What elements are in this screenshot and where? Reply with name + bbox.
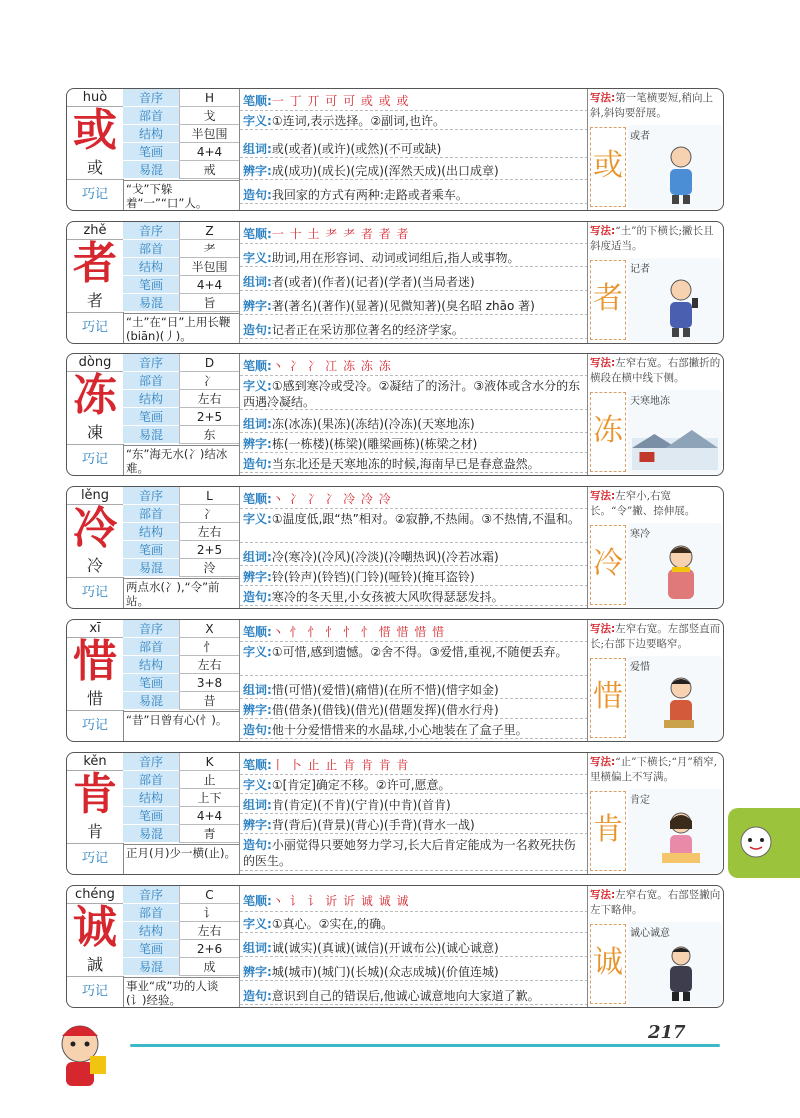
zuci-label: 组词: [243, 941, 272, 955]
char-column [67, 89, 124, 210]
yinxu-label: 音序 [123, 222, 179, 240]
yihun-value: 成 [179, 958, 239, 976]
yihun-label: 易混 [123, 825, 179, 843]
pinyin: chéng [67, 886, 123, 904]
bishun-label: 笔顺: [243, 359, 272, 373]
illustration-caption: 诚心诚意 [630, 928, 670, 939]
bihua-label: 笔画 [123, 276, 179, 294]
bihua-label: 笔画 [123, 541, 179, 559]
yinxu-value: H [179, 89, 239, 107]
example-sentence: 寒冷的冬天里,小女孩被大风吹得瑟瑟发抖。 [271, 590, 504, 604]
qiaoji-text: “土”在“日”上用长鞭(biān)(丿)。 [123, 313, 239, 343]
qiaoji-text: “昔”日曾有心(忄)。 [123, 711, 239, 741]
jiegou-label: 结构 [123, 922, 179, 940]
char-card-xi [66, 619, 724, 742]
meaning: ①温度低,跟“热”相对。②寂静,不热闹。③不热情,不温和。 [271, 512, 580, 526]
meaning: ①连词,表示选择。②副词,也许。 [271, 114, 445, 128]
stroke-order: 丶 冫 冫 冮 冻 冻 冻 [271, 359, 392, 373]
bushou-label: 部首 [123, 240, 179, 258]
main-character: 或 [73, 105, 117, 156]
qiaoji-text: 两点水(冫),“令”前站。 [123, 578, 239, 608]
jiegou-value: 上下 [179, 789, 239, 807]
xiefa-label: 写法: [590, 490, 616, 502]
distinguish-chars: 栋(一栋楼)(栋梁)(雕梁画栋)(栋梁之材) [271, 437, 478, 451]
main-character: 惜 [73, 636, 117, 687]
xiefa-label: 写法: [590, 889, 616, 901]
ziyi-label: 字义: [243, 645, 272, 659]
traditional-character: 冷 [67, 555, 123, 578]
example-sentence: 当东北还是天寒地冻的时候,海南早已是春意盎然。 [271, 457, 540, 471]
char-card-ken [66, 752, 724, 875]
jiegou-value: 左右 [179, 390, 239, 408]
sheep-face-icon [736, 822, 776, 862]
writing-tip-text: 左窄右宽。右部竖撇向左下略伸。 [590, 889, 721, 916]
person-illustration-icon [658, 143, 704, 205]
bishun-label: 笔顺: [243, 492, 272, 506]
qiaoji-label: 巧记 [81, 984, 108, 999]
attribute-table [123, 753, 239, 843]
bihua-label: 笔画 [123, 940, 179, 958]
bianzi-label: 辨字: [243, 164, 272, 178]
practice-grid [590, 658, 626, 738]
practice-character: 惜 [593, 679, 623, 714]
reading-girl-icon [658, 807, 704, 869]
writing-tip-text: “土”的下横长;撇长且斜度适当。 [590, 225, 714, 252]
traditional-character: 肯 [67, 821, 123, 844]
writing-column [587, 354, 724, 475]
xiefa-label: 写法: [590, 225, 616, 237]
qiaoji-label: 巧记 [81, 718, 108, 733]
bianzi-label: 辨字: [243, 703, 272, 717]
qiaoji-label: 巧记 [81, 851, 108, 866]
yihun-label: 易混 [123, 559, 179, 577]
bihua-label: 笔画 [123, 408, 179, 426]
distinguish-chars: 借(借条)(借钱)(借光)(借题发挥)(借水行舟) [271, 703, 499, 717]
meaning: ①真心。②实在,的确。 [271, 917, 394, 931]
example-sentence: 意识到自己的错误后,他诚心诚意地向大家道了歉。 [271, 989, 540, 1003]
illustration-caption: 记者 [630, 264, 650, 275]
ziyi-label: 字义: [243, 114, 272, 128]
word-examples: 者(或者)(作者)(记者)(学者)(当局者迷) [271, 275, 475, 289]
qiaoji-label: 巧记 [81, 187, 108, 202]
writing-tip [590, 91, 722, 123]
yihun-value: 旨 [179, 294, 239, 312]
bihua-label: 笔画 [123, 807, 179, 825]
word-examples: 惜(可惜)(爱惜)(痛惜)(在所不惜)(惜字如金) [271, 683, 499, 697]
example-sentence: 记者正在采访那位著名的经济学家。 [271, 323, 464, 337]
writing-tip-text: “止”下横长;“月”稍窄,里横偏上不写满。 [590, 756, 718, 783]
writing-tip-text: 第一笔横要短,稍向上斜,斜钩要舒展。 [590, 92, 714, 119]
zaoju-label: 造句: [243, 188, 272, 202]
illustration [628, 523, 722, 607]
traditional-character: 誠 [67, 954, 123, 977]
pinyin: lěng [67, 487, 123, 505]
jiegou-value: 左右 [179, 922, 239, 940]
definition-column [239, 354, 588, 475]
pinyin: dòng [67, 354, 123, 372]
stroke-order: 丶 冫 冫 冫 冷 冷 冷 [271, 492, 392, 506]
attribute-table [123, 620, 239, 710]
char-card-leng [66, 486, 724, 609]
bihua-value: 3+8 [179, 674, 239, 692]
yihun-value: 昔 [179, 692, 239, 710]
word-examples: 诚(诚实)(真诚)(诚信)(开诚布公)(诚心诚意) [271, 941, 499, 955]
illustration [628, 125, 722, 209]
meaning: ①可惜,感到遗憾。②舍不得。③爱惜,重视,不随便丢弃。 [271, 645, 568, 659]
yihun-value: 青 [179, 825, 239, 843]
zaoju-label: 造句: [243, 457, 272, 471]
bianzi-label: 辨字: [243, 299, 272, 313]
bishun-label: 笔顺: [243, 894, 272, 908]
ziyi-label: 字义: [243, 251, 272, 265]
zaoju-label: 造句: [243, 989, 272, 1003]
illustration-caption: 爱惜 [630, 662, 650, 673]
stroke-order: 一 十 土 耂 耂 者 者 者 [271, 227, 410, 241]
yinxu-value: Z [179, 222, 239, 240]
char-card-huo [66, 88, 724, 211]
bushou-label: 部首 [123, 638, 179, 656]
bowing-man-icon [658, 940, 704, 1002]
bushou-value: 耂 [179, 240, 239, 258]
illustration-caption: 肯定 [630, 795, 650, 806]
writing-tip [590, 356, 722, 388]
writing-tip-text: 左窄右宽。左部竖直而长;右部下边要略窄。 [590, 623, 721, 650]
stroke-order: 丨 卜 止 止 肯 肯 肯 肯 [271, 758, 410, 772]
writing-tip-text: 左窄小,右宽长。“令”撇、捺伸展。 [590, 490, 696, 517]
example-sentence: 我回家的方式有两种:走路或者乘车。 [271, 188, 468, 202]
jiegou-value: 半包围 [179, 258, 239, 276]
writing-column [587, 222, 724, 343]
attribute-table [123, 222, 239, 312]
pinyin: huò [67, 89, 123, 107]
writing-column [587, 620, 724, 741]
yinxu-value: K [179, 753, 239, 771]
illustration-caption: 天寒地冻 [630, 396, 670, 407]
bushou-value: 止 [179, 771, 239, 789]
jiegou-value: 左右 [179, 656, 239, 674]
yinxu-label: 音序 [123, 886, 179, 904]
meaning: 助词,用在形容词、动词或词组后,指人或事物。 [271, 251, 520, 265]
ziyi-label: 字义: [243, 512, 272, 526]
qiaoji-text: 事业“成”功的人谈(讠)经验。 [123, 977, 239, 1007]
practice-grid [590, 260, 626, 340]
writing-tip [590, 888, 722, 920]
practice-character: 冷 [593, 546, 623, 581]
illustration [628, 922, 722, 1006]
yinxu-value: D [179, 354, 239, 372]
bianzi-label: 辨字: [243, 437, 272, 451]
main-character: 肯 [73, 769, 117, 820]
bishun-label: 笔顺: [243, 227, 272, 241]
illustration [628, 656, 722, 740]
definition-column [239, 753, 588, 874]
main-character: 者 [73, 238, 117, 289]
snow-scene-icon [632, 408, 718, 470]
bihua-value: 2+6 [179, 940, 239, 958]
char-card-dong [66, 353, 724, 476]
qiaoji-label: 巧记 [81, 320, 108, 335]
writing-column [587, 753, 724, 874]
distinguish-chars: 背(背后)(背景)(背心)(手背)(背水一战) [271, 818, 475, 832]
attribute-table [123, 886, 239, 976]
reporter-illustration-icon [658, 276, 704, 338]
word-examples: 冻(冰冻)(果冻)(冻结)(冷冻)(天寒地冻) [271, 417, 475, 431]
qiaoji-label: 巧记 [81, 585, 108, 600]
main-character: 冷 [73, 503, 117, 554]
bihua-value: 4+4 [179, 276, 239, 294]
yihun-label: 易混 [123, 161, 179, 179]
xiefa-label: 写法: [590, 92, 616, 104]
jiegou-label: 结构 [123, 258, 179, 276]
ziyi-label: 字义: [243, 917, 272, 931]
pinyin: kěn [67, 753, 123, 771]
zuci-label: 组词: [243, 550, 272, 564]
practice-character: 冻 [593, 413, 623, 448]
stroke-order: 一 丁 丌 可 可 或 或 或 [271, 94, 410, 108]
distinguish-chars: 著(著名)(著作)(显著)(见微知著)(臭名昭 zhāo 著) [271, 299, 535, 313]
bihua-value: 4+4 [179, 143, 239, 161]
char-column [67, 620, 124, 741]
writing-tip [590, 489, 722, 521]
writing-tip-text: 左窄右宽。右部撇折的横段在横中线下侧。 [590, 357, 721, 384]
distinguish-chars: 铃(铃声)(铃铛)(门铃)(哑铃)(掩耳盗铃) [271, 570, 475, 584]
bushou-label: 部首 [123, 107, 179, 125]
word-examples: 肯(肯定)(不肯)(宁肯)(中肯)(首肯) [271, 798, 451, 812]
yihun-label: 易混 [123, 294, 179, 312]
jiegou-label: 结构 [123, 390, 179, 408]
char-column [67, 886, 124, 1007]
practice-character: 或 [593, 148, 623, 183]
jiegou-value: 左右 [179, 523, 239, 541]
bihua-value: 4+4 [179, 807, 239, 825]
bushou-value: 讠 [179, 904, 239, 922]
ziyi-label: 字义: [243, 379, 272, 393]
zuci-label: 组词: [243, 417, 272, 431]
main-character: 冻 [73, 370, 117, 421]
footer-line [130, 1044, 720, 1047]
jiegou-value: 半包围 [179, 125, 239, 143]
bushou-label: 部首 [123, 372, 179, 390]
jiegou-label: 结构 [123, 523, 179, 541]
pinyin: zhě [67, 222, 123, 240]
xiefa-label: 写法: [590, 756, 616, 768]
practice-grid [590, 525, 626, 605]
qiaoji-text: 正月(月)少一横(止)。 [123, 844, 239, 874]
word-examples: 或(或者)(或许)(或然)(不可或缺) [271, 142, 442, 156]
yinxu-value: X [179, 620, 239, 638]
yinxu-label: 音序 [123, 89, 179, 107]
cartoon-mascot-icon [40, 1016, 120, 1096]
bushou-label: 部首 [123, 904, 179, 922]
pinyin: xī [67, 620, 123, 638]
traditional-character: 者 [67, 290, 123, 313]
writing-tip [590, 622, 722, 654]
example-sentence: 他十分爱惜惜来的水晶球,小心地装在了盒子里。 [271, 723, 528, 737]
definition-column [239, 89, 588, 210]
char-card-zhe [66, 221, 724, 344]
jiegou-label: 结构 [123, 656, 179, 674]
meaning: ①感到寒冷或受冷。②凝结了的汤汁。③液体或含水分的东西遇冷凝结。 [243, 379, 581, 409]
jiegou-label: 结构 [123, 789, 179, 807]
bihua-label: 笔画 [123, 674, 179, 692]
writing-column [587, 487, 724, 608]
zuci-label: 组词: [243, 142, 272, 156]
bihua-label: 笔画 [123, 143, 179, 161]
xiefa-label: 写法: [590, 623, 616, 635]
bushou-label: 部首 [123, 505, 179, 523]
traditional-character: 或 [67, 157, 123, 180]
illustration-caption: 寒冷 [630, 529, 650, 540]
jiegou-label: 结构 [123, 125, 179, 143]
yinxu-label: 音序 [123, 620, 179, 638]
attribute-table [123, 89, 239, 179]
bianzi-label: 辨字: [243, 818, 272, 832]
attribute-table [123, 487, 239, 577]
practice-grid [590, 392, 626, 472]
main-character: 诚 [73, 902, 117, 953]
qiaoji-text: “戈”下躲着“一”“口”人。 [123, 180, 239, 210]
char-column [67, 222, 124, 343]
bushou-value: 冫 [179, 505, 239, 523]
bushou-label: 部首 [123, 771, 179, 789]
boy-with-box-icon [658, 674, 704, 736]
traditional-character: 惜 [67, 688, 123, 711]
qiaoji-label: 巧记 [81, 452, 108, 467]
definition-column [239, 620, 588, 741]
yihun-value: 戒 [179, 161, 239, 179]
yihun-label: 易混 [123, 692, 179, 710]
traditional-character: 凍 [67, 422, 123, 445]
zuci-label: 组词: [243, 683, 272, 697]
char-column [67, 753, 124, 874]
practice-grid [590, 127, 626, 207]
yihun-value: 泠 [179, 559, 239, 577]
ziyi-label: 字义: [243, 778, 272, 792]
bushou-value: 忄 [179, 638, 239, 656]
side-tab [728, 808, 800, 878]
bianzi-label: 辨字: [243, 570, 272, 584]
zuci-label: 组词: [243, 275, 272, 289]
page-number: 217 [648, 1022, 686, 1043]
writing-column [587, 89, 724, 210]
xiefa-label: 写法: [590, 357, 616, 369]
illustration [628, 789, 722, 873]
bushou-value: 戈 [179, 107, 239, 125]
bishun-label: 笔顺: [243, 94, 272, 108]
zaoju-label: 造句: [243, 723, 272, 737]
practice-grid [590, 924, 626, 1004]
char-column [67, 354, 124, 475]
example-sentence: 小丽觉得只要她努力学习,长大后肯定能成为一名救死扶伤的医生。 [243, 838, 576, 868]
bushou-value: 冫 [179, 372, 239, 390]
char-card-cheng [66, 885, 724, 1008]
distinguish-chars: 成(成功)(成长)(完成)(浑然天成)(出口成章) [271, 164, 499, 178]
meaning: ①[肯定]确定不移。②许可,愿意。 [271, 778, 451, 792]
practice-character: 肯 [593, 812, 623, 847]
yihun-label: 易混 [123, 426, 179, 444]
bihua-value: 2+5 [179, 408, 239, 426]
distinguish-chars: 城(城市)(城门)(长城)(众志成城)(价值连城) [271, 965, 499, 979]
char-column [67, 487, 124, 608]
yinxu-value: C [179, 886, 239, 904]
zaoju-label: 造句: [243, 323, 272, 337]
writing-tip [590, 224, 722, 256]
cold-girl-illustration-icon [658, 541, 704, 603]
practice-character: 诚 [593, 945, 623, 980]
writing-tip [590, 755, 722, 787]
writing-column [587, 886, 724, 1007]
yinxu-label: 音序 [123, 487, 179, 505]
illustration [628, 390, 722, 474]
qiaoji-text: “东”海无水(冫)结冰难。 [123, 445, 239, 475]
yinxu-label: 音序 [123, 354, 179, 372]
stroke-order: 丶 讠 讠 䜣 䜣 诚 诚 诚 [271, 894, 410, 908]
zaoju-label: 造句: [243, 590, 272, 604]
illustration-caption: 或者 [630, 131, 650, 142]
illustration [628, 258, 722, 342]
bishun-label: 笔顺: [243, 625, 272, 639]
zuci-label: 组词: [243, 798, 272, 812]
definition-column [239, 222, 588, 343]
bihua-value: 2+5 [179, 541, 239, 559]
definition-column [239, 487, 588, 608]
yinxu-label: 音序 [123, 753, 179, 771]
bishun-label: 笔顺: [243, 758, 272, 772]
word-examples: 冷(寒冷)(冷风)(冷淡)(冷嘲热讽)(冷若冰霜) [271, 550, 499, 564]
yihun-value: 东 [179, 426, 239, 444]
stroke-order: 丶 忄 忄 忄 忄 忄 惜 惜 惜 惜 [271, 625, 446, 639]
practice-character: 者 [593, 281, 623, 316]
bianzi-label: 辨字: [243, 965, 272, 979]
definition-column [239, 886, 588, 1007]
zaoju-label: 造句: [243, 838, 272, 852]
yinxu-value: L [179, 487, 239, 505]
attribute-table [123, 354, 239, 444]
practice-grid [590, 791, 626, 871]
yihun-label: 易混 [123, 958, 179, 976]
